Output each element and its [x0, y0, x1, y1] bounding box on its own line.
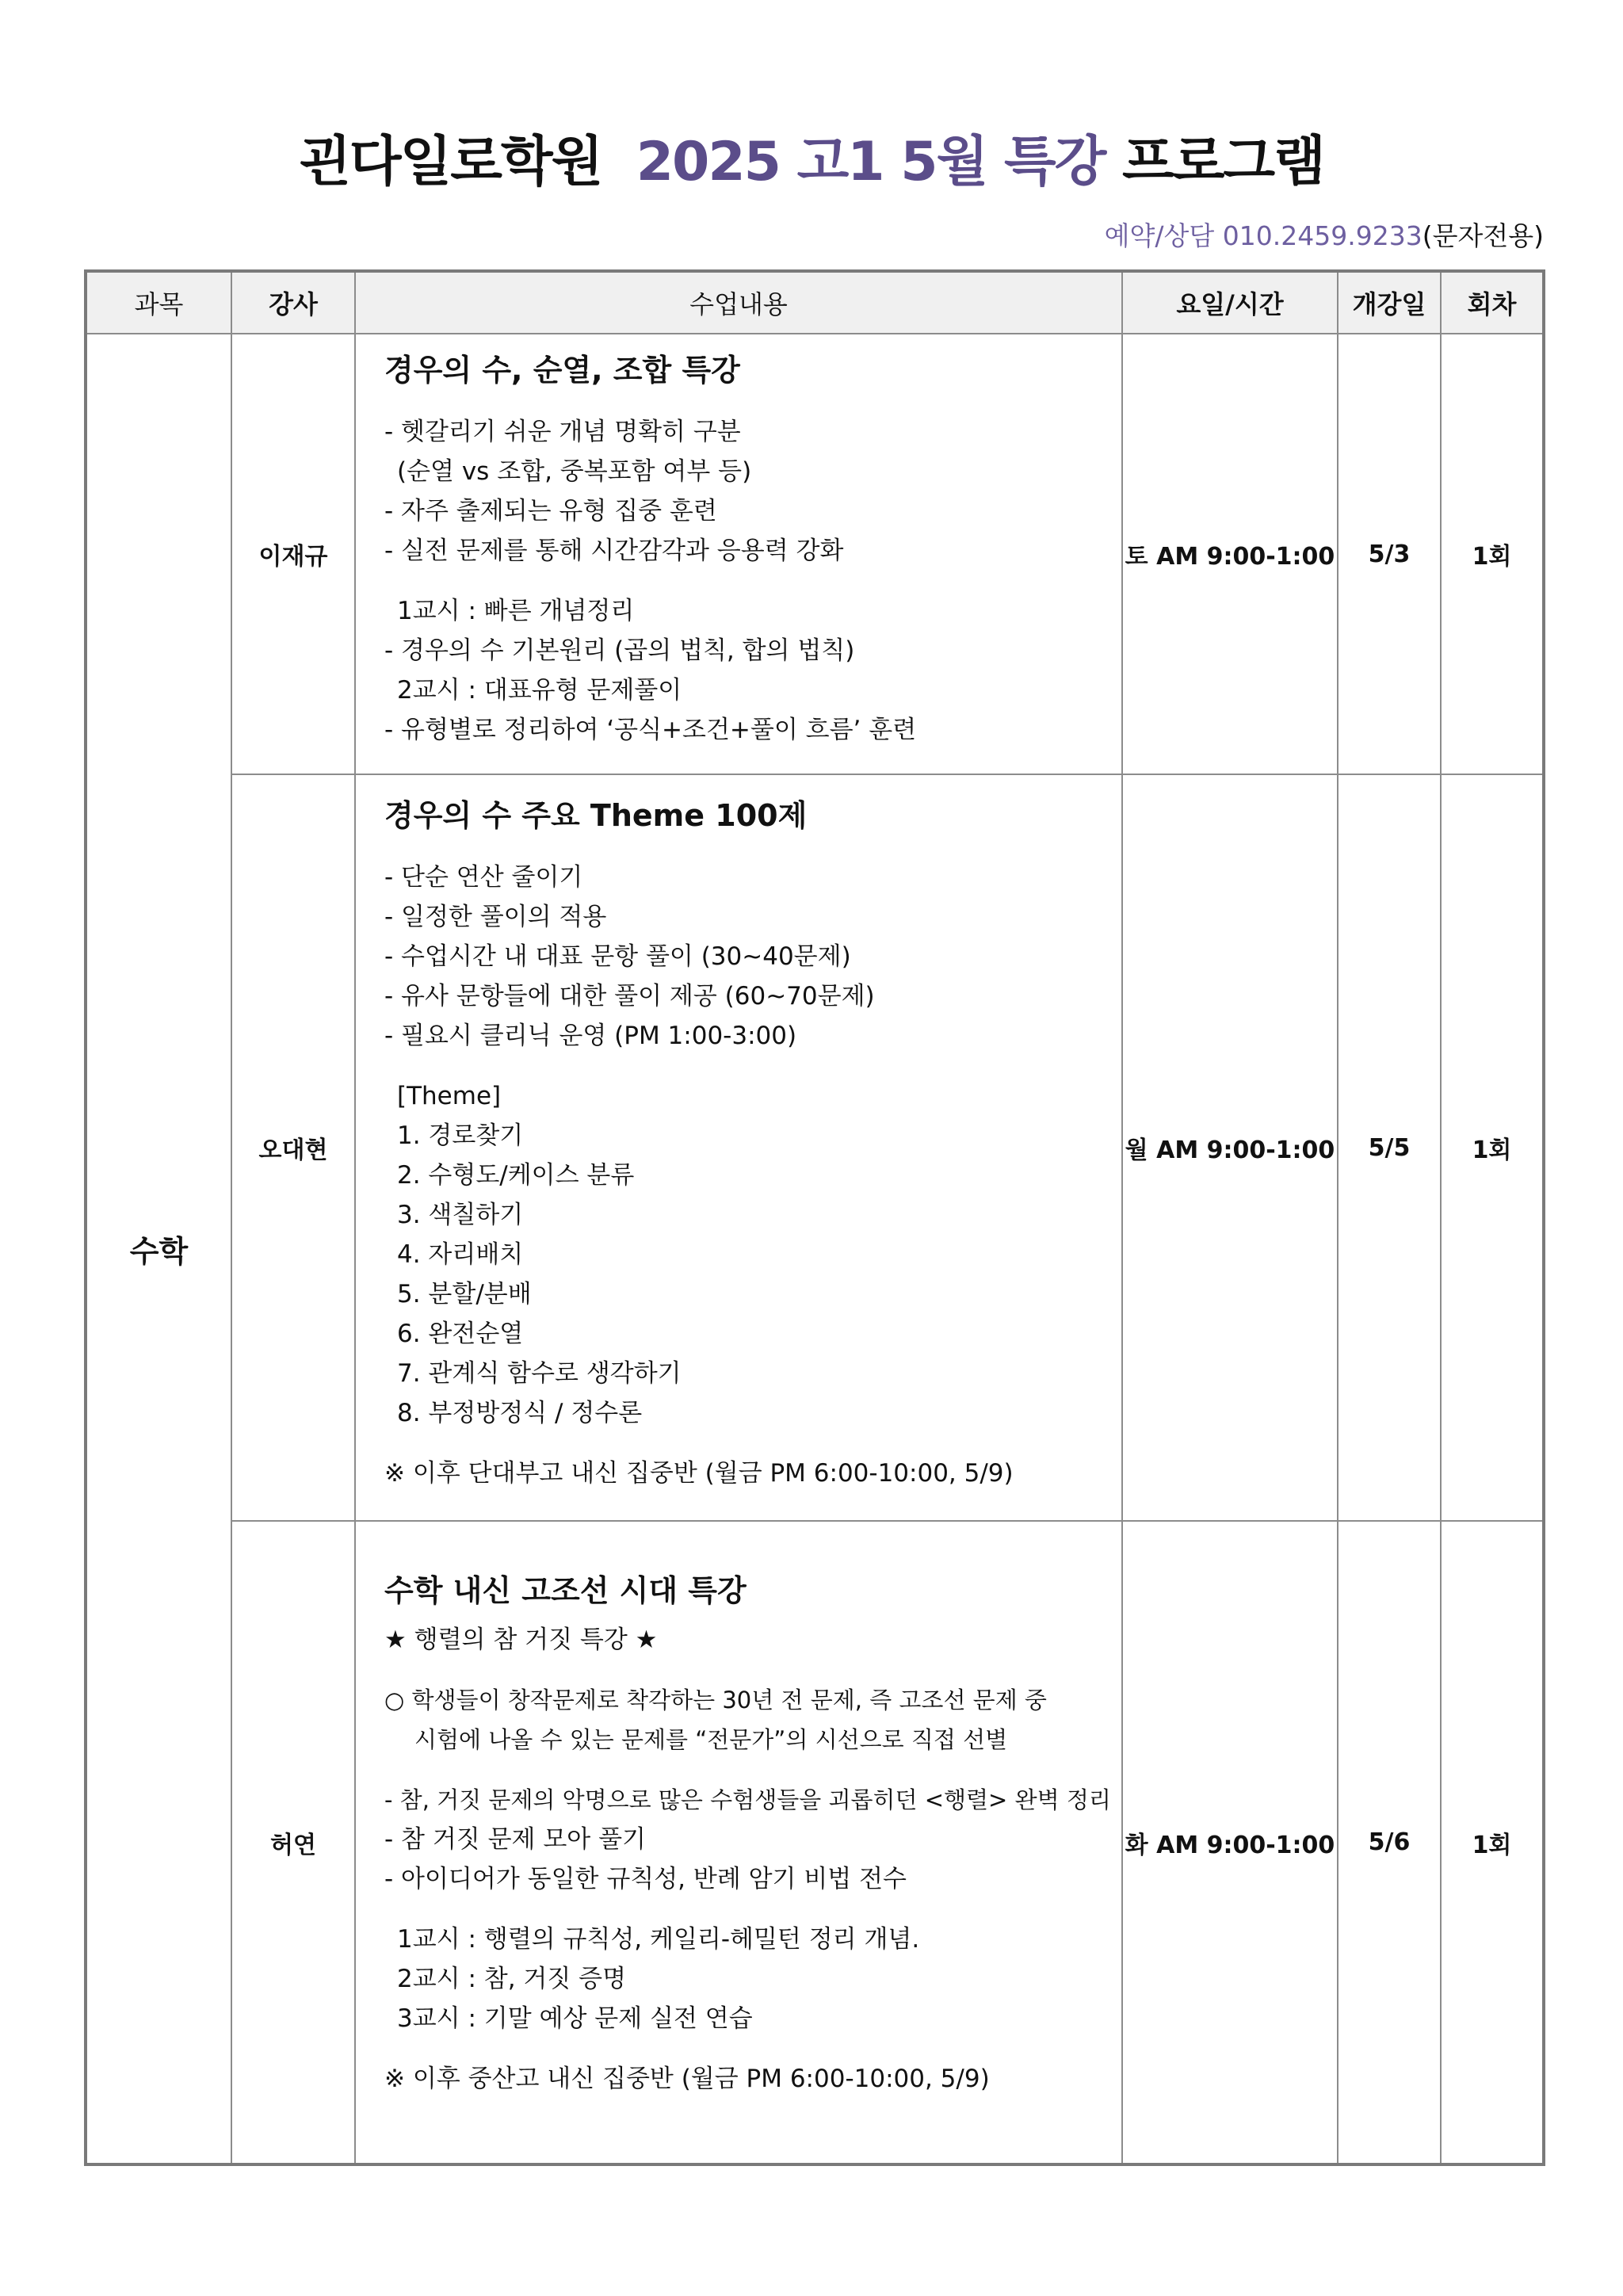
content-line: - 아이디어가 동일한 규칙성, 반례 암기 비법 전수: [384, 1865, 907, 1893]
content-line: - 유사 문항들에 대한 풀이 제공 (60~70문제): [384, 982, 875, 1010]
session-line: - 유형별로 정리하여 ‘공식+조건+풀이 흐름’ 훈련: [384, 716, 917, 744]
content-line: - 필요시 클리닉 운영 (PM 1:00-3:00): [384, 1022, 797, 1050]
content-line: - 자주 출제되는 유형 집중 훈련: [384, 497, 717, 525]
content-line: - 실전 문제를 통해 시간감각과 응용력 강화: [384, 537, 844, 565]
content-line: - 참 거짓 문제 모아 풀기: [384, 1825, 646, 1854]
subject-cell: 수학: [86, 334, 231, 2164]
theme-item: 6. 완전순열: [397, 1320, 524, 1348]
followup-note: ※ 이후 단대부고 내신 집중반 (월금 PM 6:00-10:00, 5/9): [384, 1459, 1014, 1488]
content-cell: [355, 774, 1122, 1521]
content-line: (순열 vs 조합, 중복포함 여부 등): [397, 457, 752, 486]
session-line: 3교시 : 기말 예상 문제 실전 연습: [397, 2004, 753, 2033]
followup-note: ※ 이후 중산고 내신 집중반 (월금 PM 6:00-10:00, 5/9): [384, 2065, 990, 2093]
contact-note: (문자전용): [1422, 220, 1544, 251]
session-line: 1교시 : 빠른 개념정리: [397, 597, 635, 625]
theme-label: [Theme]: [397, 1082, 502, 1110]
session-line: 2교시 : 참, 거짓 증명: [397, 1965, 627, 1993]
course-title: 수학 내신 고조선 시대 특강: [384, 1573, 747, 1608]
theme-item: 5. 분할/분배: [397, 1280, 532, 1308]
header-start-date: 개강일: [1338, 271, 1441, 334]
teacher-cell: 이재규: [231, 334, 355, 774]
session-line: - 경우의 수 기본원리 (곱의 법칙, 합의 법칙): [384, 636, 855, 665]
header-teacher: 강사: [231, 271, 355, 334]
header-subject: 과목: [86, 271, 231, 334]
theme-item: 3. 색칠하기: [397, 1201, 524, 1229]
start-date-cell: 5/6: [1338, 1521, 1441, 2164]
theme-item: 1. 경로찾기: [397, 1121, 524, 1150]
theme-item: 8. 부정방정식 / 정수론: [397, 1399, 643, 1427]
theme-item: 4. 자리배치: [397, 1240, 524, 1269]
theme-item: 7. 관계식 함수로 생각하기: [397, 1359, 682, 1388]
session-line: 2교시 : 대표유형 문제풀이: [397, 676, 682, 705]
content-cell: [355, 334, 1122, 774]
session-count-cell: 1회: [1441, 334, 1544, 774]
contact-info: [1105, 216, 1544, 253]
title-program-year: 2025 고1 5월 특강: [636, 131, 1106, 193]
course-title: 경우의 수 주요 Theme 100제: [384, 798, 808, 833]
title-program-word: 프로그램: [1122, 131, 1324, 193]
teacher-cell: 오대현: [231, 774, 355, 1521]
schedule-cell: 월 AM 9:00-1:00: [1122, 774, 1338, 1521]
course-title: 경우의 수, 순열, 조합 특강: [384, 353, 740, 388]
schedule-cell: 화 AM 9:00-1:00: [1122, 1521, 1338, 2164]
table-row: [86, 774, 1544, 1521]
table-row: [86, 334, 1544, 774]
header-session-count: 회차: [1441, 271, 1544, 334]
schedule-table: [84, 269, 1545, 2166]
session-count-cell: 1회: [1441, 1521, 1544, 2164]
content-line: - 단순 연산 줄이기: [384, 863, 583, 892]
table-row: [86, 1521, 1544, 2164]
session-line: 1교시 : 행렬의 규칙성, 케일리-헤밀턴 정리 개념.: [397, 1925, 920, 1954]
star-line: ★ 행렬의 참 거짓 특강 ★: [384, 1626, 658, 1654]
teacher-cell: 허연: [231, 1521, 355, 2164]
start-date-cell: 5/5: [1338, 774, 1441, 1521]
content-line: - 일정한 풀이의 적용: [384, 903, 607, 931]
page-title: [0, 119, 1623, 196]
table-header-row: [86, 271, 1544, 334]
start-date-cell: 5/3: [1338, 334, 1441, 774]
content-line: - 수업시간 내 대표 문항 풀이 (30~40문제): [384, 942, 851, 971]
content-line: - 참, 거짓 문제의 악명으로 많은 수험생들을 괴롭히던 <행렬> 완벽 정리: [384, 1786, 1111, 1813]
circle-line: 시험에 나올 수 있는 문제를 “전문가”의 시선으로 직접 선별: [414, 1726, 1008, 1753]
theme-item: 2. 수형도/케이스 분류: [397, 1161, 635, 1190]
content-line: - 헷갈리기 쉬운 개념 명확히 구분: [384, 418, 741, 446]
title-academy: 괸다일로학원: [299, 131, 602, 193]
circle-line: ○ 학생들이 창작문제로 착각하는 30년 전 문제, 즉 고조선 문제 중: [384, 1687, 1047, 1713]
header-schedule: 요일/시간: [1122, 271, 1338, 334]
contact-phone: 예약/상담 010.2459.9233: [1104, 220, 1423, 251]
header-content: 수업내용: [355, 271, 1122, 334]
session-count-cell: 1회: [1441, 774, 1544, 1521]
content-cell: [355, 1521, 1122, 2164]
schedule-cell: 토 AM 9:00-1:00: [1122, 334, 1338, 774]
